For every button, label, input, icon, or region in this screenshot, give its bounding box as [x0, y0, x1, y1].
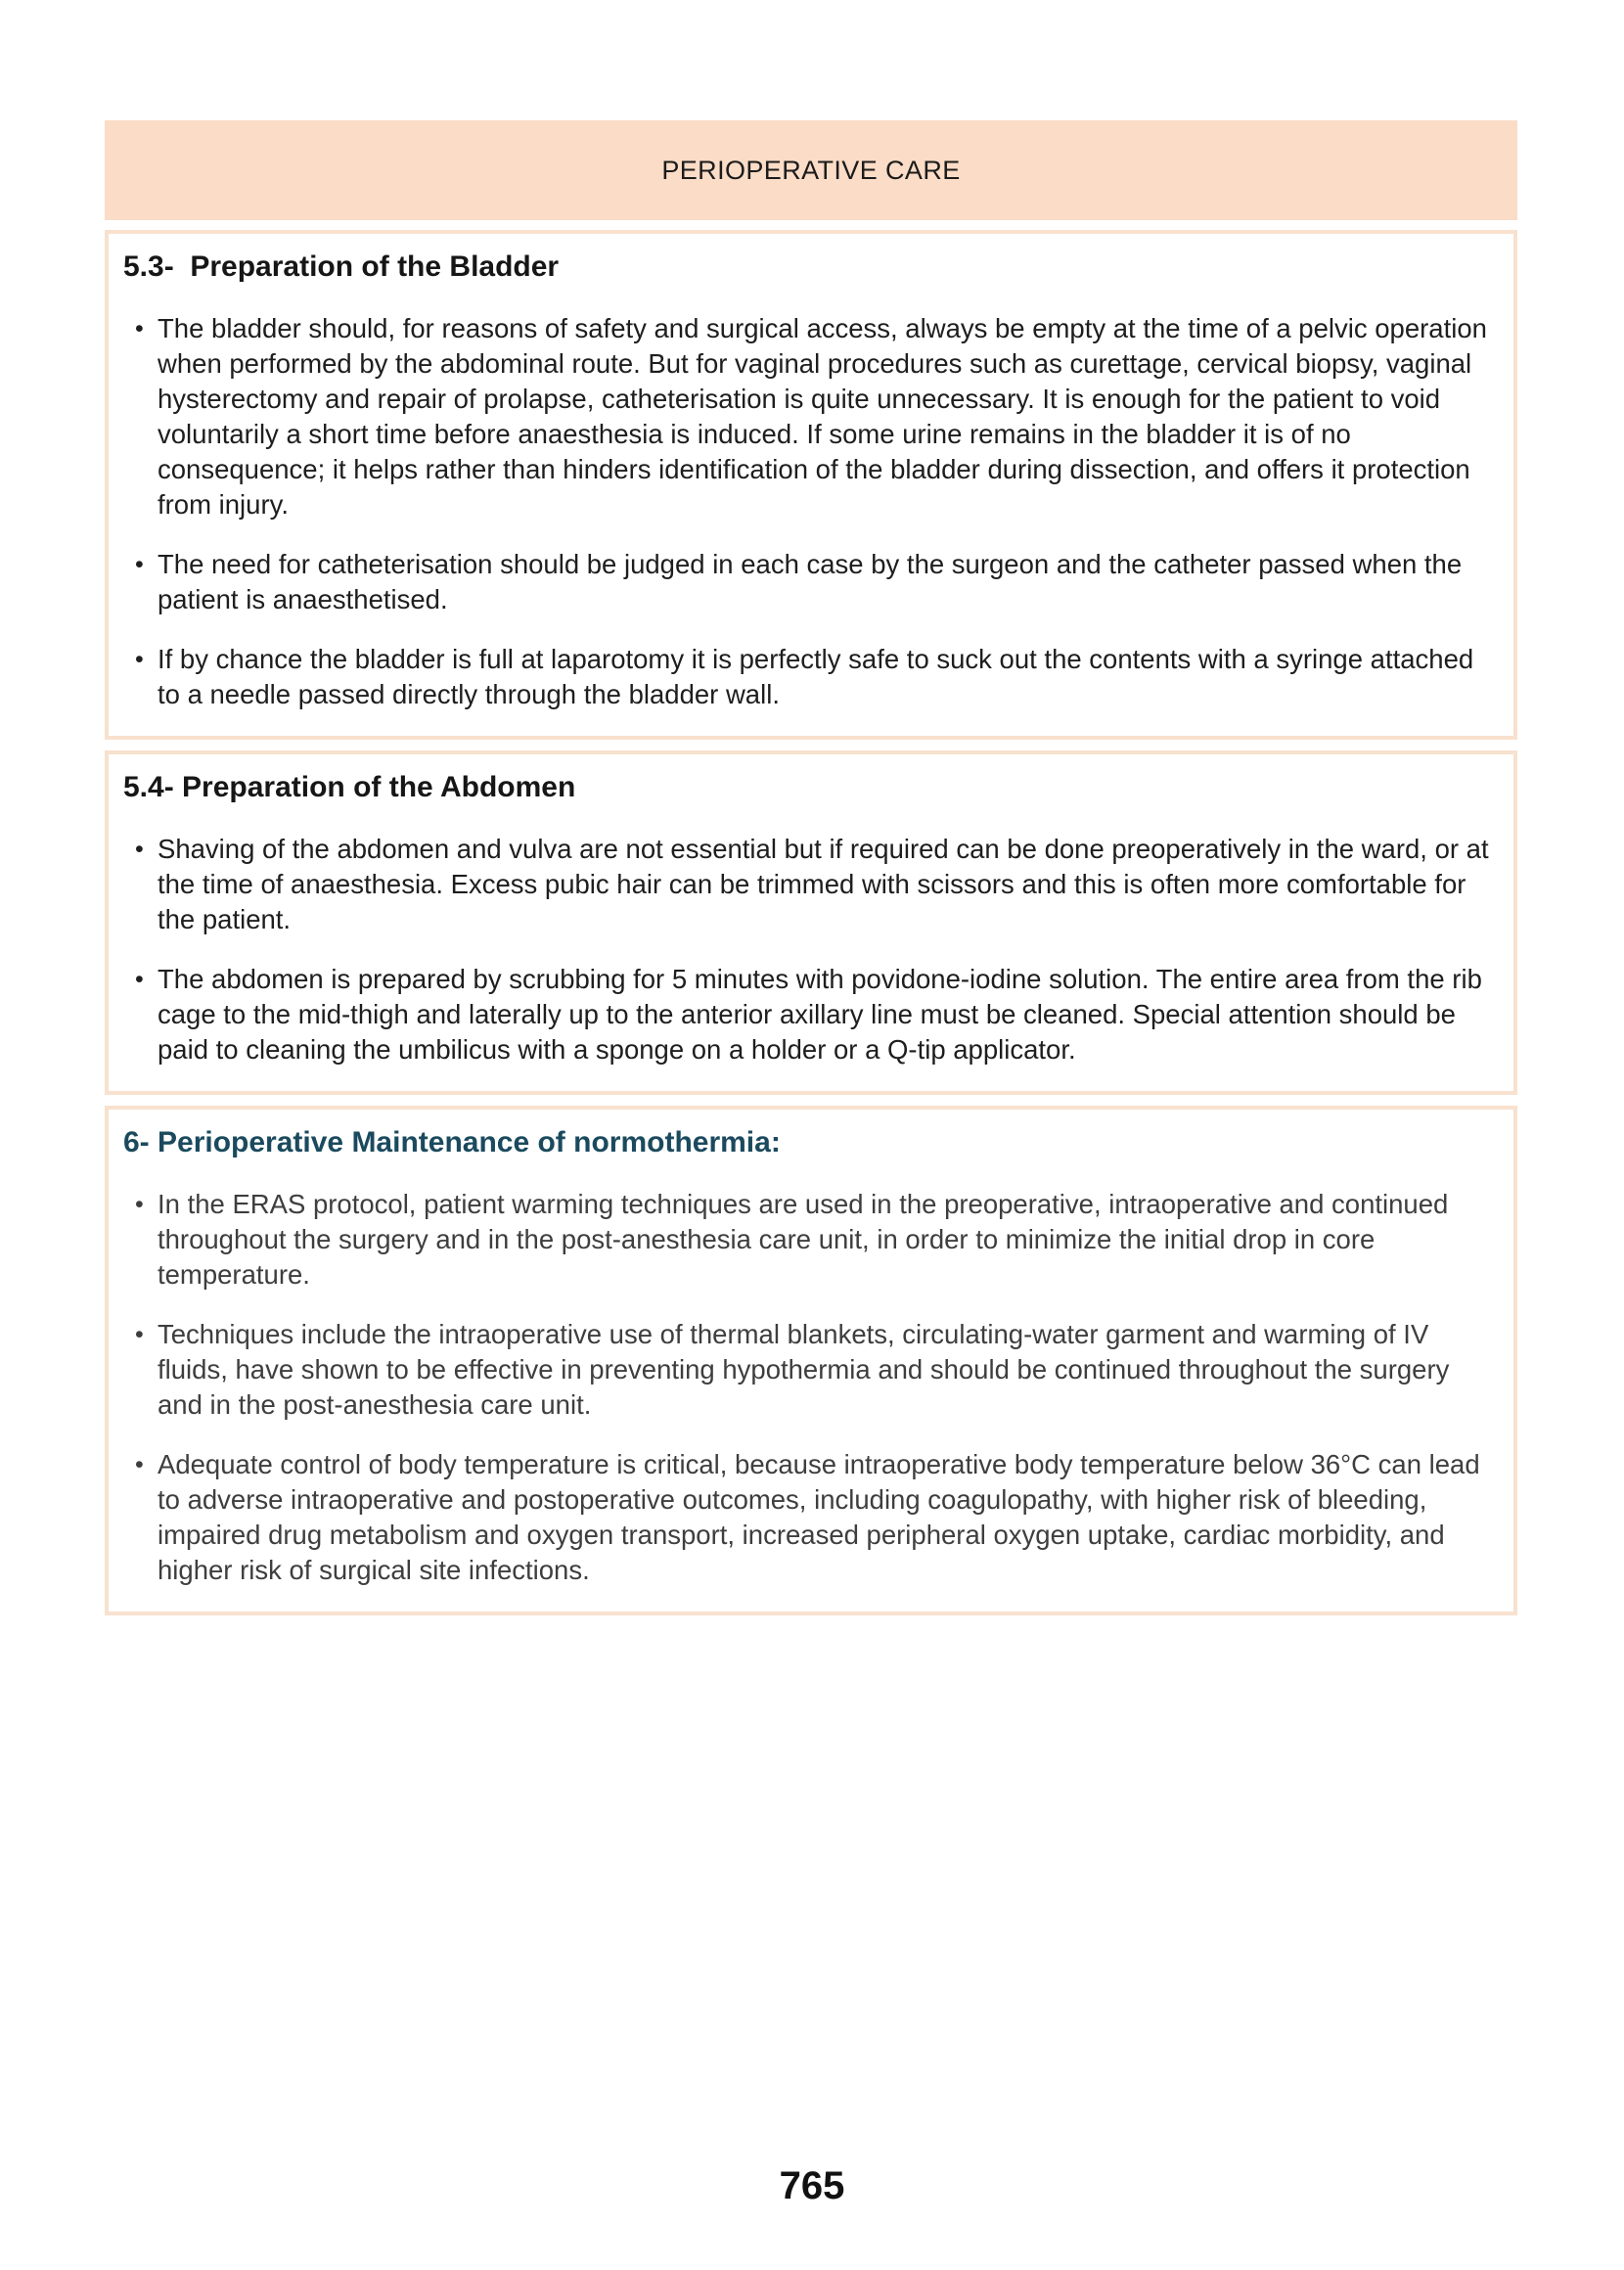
list-item-text: If by chance the bladder is full at laparotomy it is perfectly safe to suck out the contents with a syringe attached to a needle passed directly through the bladder wall. [158, 644, 1474, 709]
list-item [123, 832, 1496, 937]
list-item [123, 1317, 1496, 1423]
bullet-icon: • [135, 551, 144, 578]
section-maintenance-of-normothermia [105, 1106, 1517, 1615]
bullet-icon: • [135, 966, 144, 993]
bullet-icon: • [135, 836, 144, 863]
section-preparation-of-bladder [105, 230, 1517, 740]
list-item [123, 642, 1496, 712]
bullet-icon: • [135, 1451, 144, 1478]
section-heading: 5.4- Preparation of the Abdomen [123, 771, 576, 803]
list-item [123, 311, 1496, 522]
bullet-icon: • [135, 1191, 144, 1218]
list-item-text: Techniques include the intraoperative use of thermal blankets, circulating-water garment and warming of IV fluids, have shown to be effective in preventing hypothermia and should be continued throughout the surgery and in the post-anesthesia care unit. [158, 1319, 1450, 1420]
list-item [123, 547, 1496, 617]
bullet-list [123, 311, 1496, 712]
list-item [123, 1447, 1496, 1588]
list-item-text: The abdomen is prepared by scrubbing for 5 minutes with povidone-iodine solution. The entire area from the rib cage to the mid-thigh and laterally up to the anterior axillary line must be cleaned. Special attention should be paid to cleaning the umbilicus with a sponge on a holder or a Q-tip applicator. [158, 964, 1482, 1065]
bullet-list [123, 1187, 1496, 1588]
page-number: 765 [779, 2164, 845, 2207]
list-item-text: The need for catheterisation should be judged in each case by the surgeon and the catheter passed when the patient is anaesthetised. [158, 549, 1463, 614]
bullet-icon: • [135, 315, 144, 342]
section-heading: 6- Perioperative Maintenance of normothermia: [123, 1126, 781, 1158]
page-header-banner [105, 120, 1517, 220]
bullet-icon: • [135, 646, 144, 673]
page-content [105, 120, 1517, 1626]
list-item-text: The bladder should, for reasons of safety and surgical access, always be empty at the time of a pelvic operation when performed by the abdominal route. But for vaginal procedures such as curettage, cervical biopsy, vaginal hysterectomy and repair of prolapse, catheterisation is quite unnecessary. It is enough for the patient to void voluntarily a short time before anaesthesia is induced. If some urine remains in the bladder it is of no consequence; it helps rather than hinders identification of the bladder during dissection, and offers it protection from injury. [158, 313, 1487, 520]
bullet-icon: • [135, 1321, 144, 1348]
list-item [123, 1187, 1496, 1293]
list-item [123, 962, 1496, 1067]
section-heading: 5.3- Preparation of the Bladder [123, 250, 560, 283]
page-header-title: PERIOPERATIVE CARE [661, 155, 961, 185]
bullet-list [123, 832, 1496, 1067]
list-item-text: In the ERAS protocol, patient warming techniques are used in the preoperative, intraoperative and continued throughout the surgery and in the post-anesthesia care unit, in order to minimize the initial drop in core temperature. [158, 1189, 1449, 1290]
list-item-text: Shaving of the abdomen and vulva are not essential but if required can be done preoperatively in the ward, or at the time of anaesthesia. Excess pubic hair can be trimmed with scissors and this is often more comfortable for the patient. [158, 834, 1489, 934]
section-preparation-of-abdomen [105, 750, 1517, 1095]
list-item-text: Adequate control of body temperature is critical, because intraoperative body temperature below 36°C can lead to adverse intraoperative and postoperative outcomes, including coagulopathy, with higher risk of bleeding, impaired drug metabolism and oxygen transport, increased peripheral oxygen uptake, cardiac morbidity, and higher risk of surgical site infections. [158, 1449, 1480, 1585]
